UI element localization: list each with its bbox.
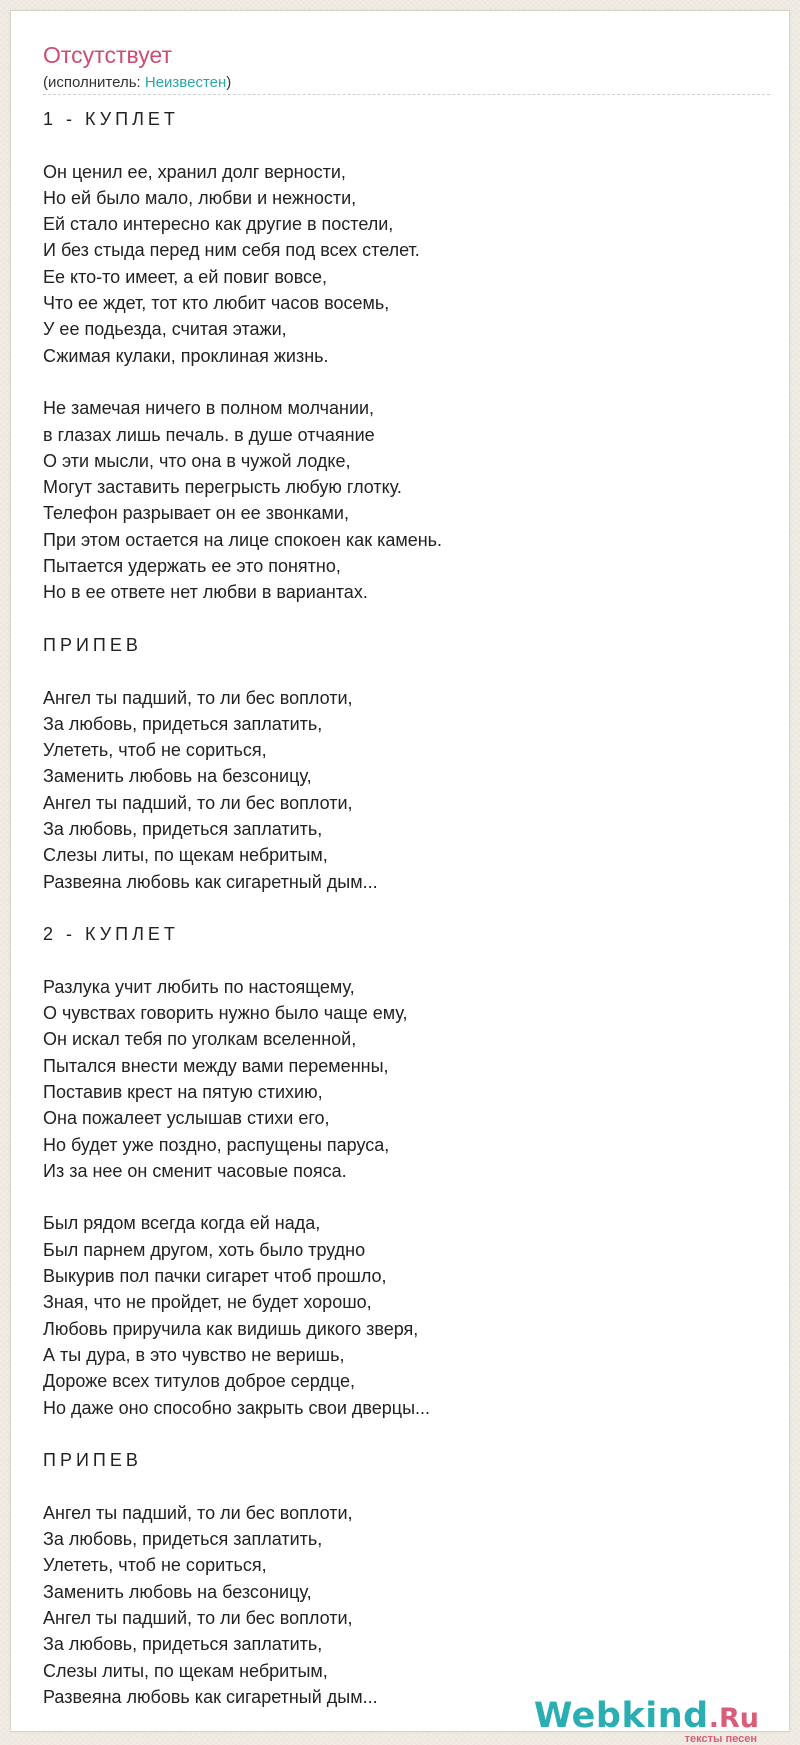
section-heading	[43, 1447, 763, 1473]
lyric-line: При этом остается на лице спокоен как камень.	[43, 529, 443, 550]
lyric-line: Выкурив пол пачки сигарет чтоб прошло,	[43, 1266, 387, 1287]
lyric-line: Из за нее он сменит часовые пояса.	[43, 1160, 347, 1181]
lyric-line: Но даже оно способно закрыть свои дверцы...	[43, 1397, 431, 1418]
performer-link[interactable]: Неизвестен	[144, 74, 227, 91]
lyric-line: У ее подьезда, считая этажи,	[43, 319, 287, 340]
lyric-line: Развеяна любовь как сигаретный дым...	[43, 871, 378, 892]
stanza	[43, 159, 763, 369]
section-heading	[43, 921, 763, 947]
lyric-line: Любовь приручила как видишь дикого зверя,	[43, 1318, 419, 1339]
logo-domain-suffix: .Ru	[708, 1703, 759, 1734]
lyric-line: Заменить любовь на безсоницу,	[43, 1581, 312, 1602]
performer-line	[43, 74, 231, 92]
stanza	[43, 974, 763, 1184]
lyric-line: Пытается удержать ее это понятно,	[43, 556, 341, 577]
lyric-line: За любовь, придеться заплатить,	[43, 819, 323, 840]
lyric-line: Ангел ты падший, то ли бес воплоти,	[43, 1502, 353, 1523]
logo-wordmark: Webkind	[533, 1696, 709, 1736]
song-title: Отсутствует	[43, 42, 172, 68]
lyric-line: Но будет уже поздно, распущены паруса,	[43, 1134, 390, 1155]
lyrics-card	[10, 10, 790, 1745]
section-heading	[43, 632, 763, 658]
lyric-line: Могут заставить перегрысть любую глотку.	[43, 477, 402, 498]
lyric-line: Не замечая ничего в полном молчании,	[43, 398, 375, 419]
section-heading-text: 1 - КУПЛЕТ	[43, 109, 179, 129]
section-heading-text: ПРИПЕВ	[43, 634, 142, 655]
lyric-line: Телефон разрывает он ее звонками,	[43, 503, 349, 524]
lyric-line: Сжимая кулаки, проклиная жизнь.	[43, 345, 329, 366]
stanza	[43, 685, 763, 895]
lyric-line: О эти мысли, что она в чужой лодке,	[43, 450, 351, 471]
lyric-line: Был рядом всегда когда ей нада,	[43, 1213, 321, 1234]
lyric-line: И без стыда перед ним себя под всех стелет.	[43, 240, 420, 261]
stanza	[43, 1210, 763, 1420]
lyric-line: Поставив крест на пятую стихию,	[43, 1081, 323, 1102]
lyric-line: За любовь, придеться заплатить,	[43, 1529, 323, 1550]
lyric-line: Ангел ты падший, то ли бес воплоти,	[43, 687, 353, 708]
lyric-line: Улететь, чтоб не сориться,	[43, 1555, 267, 1576]
stanza	[43, 1500, 763, 1710]
lyric-line: Ее кто-то имеет, а ей повиг вовсе,	[43, 266, 328, 287]
lyric-line: За любовь, придеться заплатить,	[43, 713, 323, 734]
lyric-line: Ей стало интересно как другие в постели,	[43, 214, 394, 235]
lyric-line: Слезы литы, по щекам небритым,	[43, 1660, 328, 1681]
lyric-line: Но в ее ответе нет любви в вариантах.	[43, 582, 368, 603]
logo-tagline: тексты песен	[684, 1733, 757, 1745]
lyric-line: Разлука учит любить по настоящему,	[43, 976, 355, 997]
lyric-line: Был парнем другом, хоть было трудно	[43, 1239, 366, 1260]
lyric-line: Он ценил ее, хранил долг верности,	[43, 161, 346, 182]
lyric-line: Ангел ты падший, то ли бес воплоти,	[43, 792, 353, 813]
lyric-line: А ты дура, в это чувство не веришь,	[43, 1344, 345, 1365]
lyric-line: О чувствах говорить нужно было чаще ему,	[43, 1003, 408, 1024]
lyric-line: Слезы литы, по щекам небритым,	[43, 845, 328, 866]
lyric-line: Что ее ждет, тот кто любит часов восемь,	[43, 293, 390, 314]
section-heading-text: 2 - КУПЛЕТ	[43, 924, 179, 945]
lyric-line: Развеяна любовь как сигаретный дым...	[43, 1686, 378, 1707]
lyric-line: в глазах лишь печаль. в душе отчаяние	[43, 424, 375, 445]
lyric-line: Но ей было мало, любви и нежности,	[43, 187, 357, 208]
site-logo[interactable]	[533, 1696, 759, 1745]
lyric-line: Дороже всех титулов доброе сердце,	[43, 1371, 355, 1392]
lyrics-text	[43, 106, 763, 1710]
lyric-line: Улететь, чтоб не сориться,	[43, 740, 267, 761]
lyric-line: Пытался внести между вами переменны,	[43, 1055, 389, 1076]
section-heading-text: ПРИПЕВ	[43, 1450, 142, 1471]
lyric-line: Заменить любовь на безсоницу,	[43, 766, 312, 787]
section-heading	[43, 106, 763, 132]
performer-prefix: (исполнитель:	[43, 74, 145, 91]
performer-suffix: )	[226, 74, 232, 91]
title-divider	[43, 94, 770, 95]
lyric-line: Он искал тебя по уголкам вселенной,	[43, 1029, 357, 1050]
stanza	[43, 395, 763, 605]
lyric-line: Зная, что не пройдет, не будет хорошо,	[43, 1292, 372, 1313]
lyric-line: Она пожалеет услышав стихи его,	[43, 1108, 330, 1129]
lyric-line: За любовь, придеться заплатить,	[43, 1634, 323, 1655]
lyric-line: Ангел ты падший, то ли бес воплоти,	[43, 1607, 353, 1628]
